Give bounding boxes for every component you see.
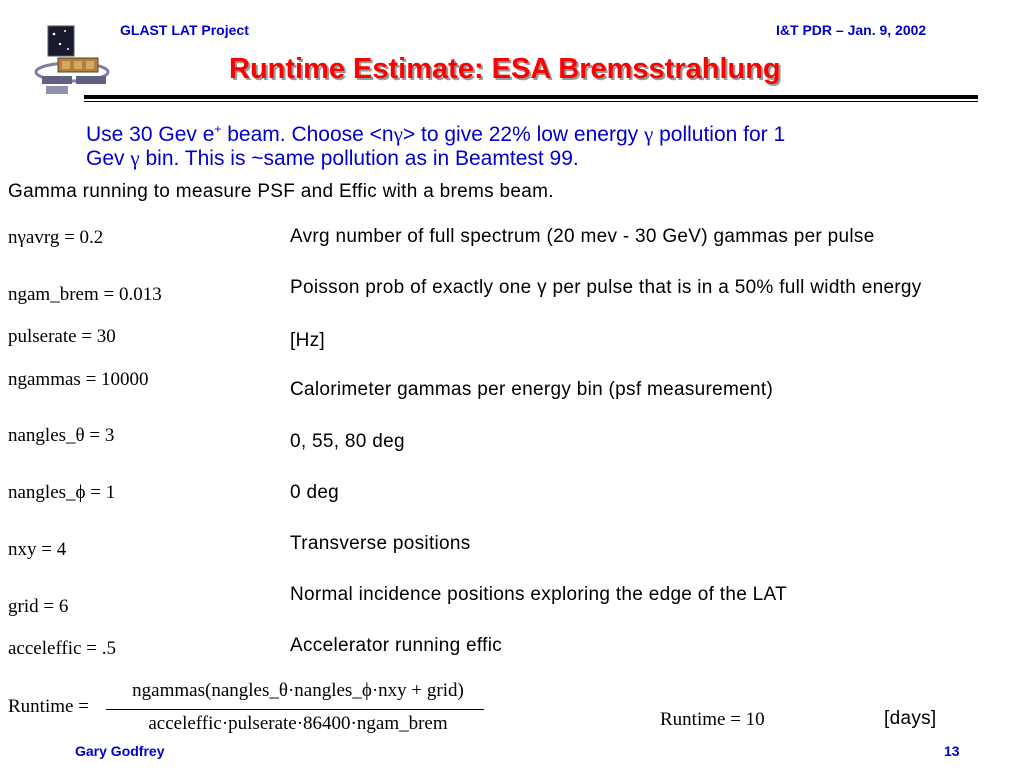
def-desc-grid: Normal incidence positions exploring the edge of the LAT [290, 584, 788, 605]
page-number: 13 [944, 743, 960, 759]
lead-text: Gamma running to measure PSF and Effic with a brems beam. [8, 181, 554, 202]
intro-text: Gev [86, 147, 131, 170]
gamma-symbol: γ [393, 122, 403, 146]
intro-text: > to give 22% low energy [402, 123, 644, 146]
def-desc-acceleffic: Accelerator running effic [290, 635, 503, 656]
formula-denominator: acceleffic·pulserate·86400·ngam_brem [148, 713, 448, 734]
def-name-nangles-phi: nangles_ϕ = 1 [8, 482, 116, 503]
def-name-acceleffic: acceleffic = .5 [8, 638, 116, 659]
def-name-grid: grid = 6 [8, 596, 69, 617]
def-name-nxy: nxy = 4 [8, 539, 67, 560]
def-name-ngam-brem: ngam_brem = 0.013 [8, 284, 162, 305]
def-name-pulserate: pulserate = 30 [8, 326, 116, 347]
slide-title: Runtime Estimate: ESA Bremsstrahlung [229, 53, 781, 85]
positron-sup: + [214, 122, 222, 136]
footer-author: Gary Godfrey [75, 743, 165, 759]
formula-numerator: ngammas(nangles_θ·nangles_ϕ·nxy + grid) [132, 680, 464, 701]
intro-text: Use 30 Gev e [86, 123, 215, 146]
event-header: I&T PDR – Jan. 9, 2002 [776, 22, 927, 38]
project-header: GLAST LAT Project [120, 22, 249, 38]
title-rule-thick [84, 95, 978, 99]
def-desc-ngammas: Calorimeter gammas per energy bin (psf measurement) [290, 379, 774, 400]
def-desc-nangles-theta: 0, 55, 80 deg [290, 431, 405, 452]
def-name-ngamma-avrg: nγavrg = 0.2 [8, 227, 104, 248]
gamma-symbol: γ [130, 146, 140, 170]
def-desc-nangles-phi: 0 deg [290, 482, 340, 503]
glast-logo [32, 20, 112, 98]
runtime-unit: [days] [884, 708, 937, 729]
runtime-result: Runtime = 10 [660, 709, 765, 730]
formula-lhs: Runtime = [8, 696, 89, 717]
fraction-bar [106, 709, 484, 710]
def-name-ngammas: ngammas = 10000 [8, 369, 149, 390]
intro-text: bin. This is ~same pollution as in Beamtest 99. [139, 147, 579, 170]
intro-line-2 [86, 144, 579, 173]
gamma-symbol: γ [643, 122, 654, 146]
def-desc-nxy: Transverse positions [290, 533, 471, 554]
title-rule-thin [84, 101, 978, 102]
def-name-nangles-theta: nangles_θ = 3 [8, 425, 115, 446]
intro-text: pollution for 1 [653, 123, 786, 146]
intro-text: beam. Choose <n [221, 123, 394, 146]
def-desc-ngamma-avrg: Avrg number of full spectrum (20 mev - 30 GeV) gammas per pulse [290, 226, 875, 247]
def-desc-pulserate: [Hz] [290, 330, 325, 351]
def-desc-ngam-brem: Poisson prob of exactly one γ per pulse that is in a 50% full width energy [290, 277, 922, 298]
